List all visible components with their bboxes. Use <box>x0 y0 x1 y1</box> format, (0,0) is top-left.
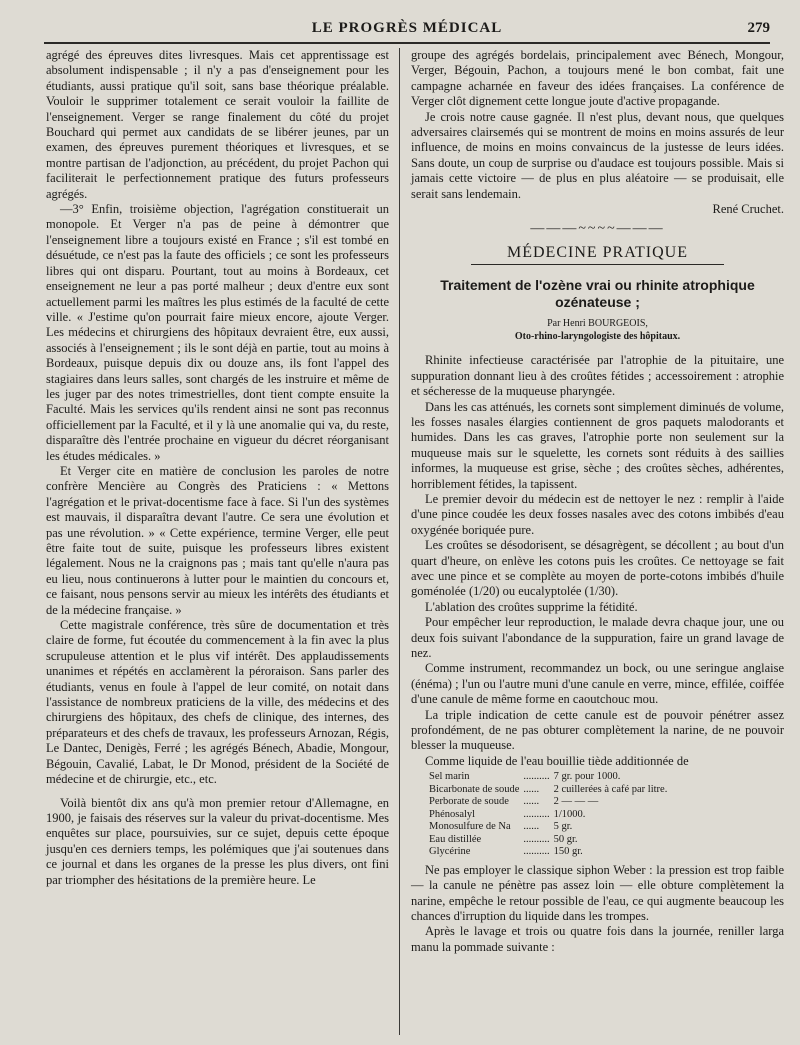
paragraph: Je crois notre cause gagnée. Il n'est plus, devant nous, que quelques adversaires clairsemés qui se montrent de moins en moins assurés de leur influence, de moins en moins convaincus de la justesse de leurs idées. Sans doute, un coup de surprise ou d'audace est toujours possible. Mais si jamais cette victoire — de plus en plus aléatoire — se produisait, elle serait sans lendemain. <box>411 109 784 201</box>
paragraph: Après le lavage et trois ou quatre fois dans la journée, reniller larga manu la pommade suivante : <box>411 924 784 954</box>
page-header <box>44 20 770 44</box>
formula-row <box>429 809 671 822</box>
paragraph: Les croûtes se désodorisent, se désagrègent, se décollent ; au bout d'un quart d'heure, on enlève les cotons puis les croûtes. Ce nettoyage se fait avec une pince et se complète au moyen de porte-cotons imbibés d'huile goménolée (1/20) ou eucalyptolée (1/30). <box>411 538 784 599</box>
paragraph: La triple indication de cette canule est de pouvoir pénétrer assez profondément, de ne pas obturer complètement la narine, de ne pouvoir blesser la muqueuse. <box>411 707 784 753</box>
ingredient-quantity: 2 cuillerées à café par litre. <box>553 783 668 795</box>
paragraph: agrégé des épreuves dites livresques. Mais cet apprentissage est absolument indispensable ; il n'y a pas d'enseignement pour les étudiants, aussi pratique qu'il soit, sans base théorique préalable. Vouloir le supprimer totalement ce serait vouloir la faillite de l'enseignement. Verger se range finalement du côté du projet Bouchard qui permet aux candidats de se libérer jeunes, par un examen, des épreuves purement théoriques et livresques, et se montre partisan de l'adjonction, au précédent, du projet Pachon qui faciliterait le perfectionnement pratique des futurs professeurs agrégés. <box>46 48 389 201</box>
paragraph: L'ablation des croûtes supprime la fétidité. <box>425 599 638 614</box>
signature: René Cruchet. <box>712 202 784 217</box>
ingredient-quantity: 150 gr. <box>553 846 583 858</box>
right-column <box>411 48 784 1035</box>
ornament-divider: ———~~~~——— <box>530 221 665 237</box>
paragraph: Rhinite infectieuse caractérisée par l'atrophie de la pituitaire, une suppuration donnant lieu à des croûtes fétides ; accessoirement : atrophie et sécheresse de la muqueuse pharyngée. <box>411 353 784 399</box>
leader-dots: ...... <box>523 821 540 833</box>
ingredient-name: Eau distillée <box>429 833 482 845</box>
ingredient-quantity: 2 — — — <box>553 796 599 808</box>
paragraph: Cette magistrale conférence, très sûre de documentation et très claire de forme, fut écoutée du commencement à la fin avec la plus scrupuleuse attention et le plus vif intérêt. Des applaudissements unanimes et répétés en acclamèrent la péroraison. Sans parler des étudiants, venus en foule à l'appel de leur comité, on notait dans l'assistance de nombreux praticiens de la ville, des médecins et des chirurgiens des hôpitaux, des chefs de clinique, des internes, des préparateurs et des chefs de travaux, les professeurs Arnozan, Régis, Le Dantec, Denigès, Ferré ; les agrégés Bénech, Abadie, Mongour, Bégouin, Cavalié, Labat, le Dr Monod, président de la Société de médecine et de chirurgie, etc., etc. <box>46 618 389 787</box>
formula-row <box>429 771 671 784</box>
paragraph: Le premier devoir du médecin est de nettoyer le nez : remplir à l'aide d'une pince coudée les deux fosses nasales avec des cotons imbibés d'eau oxygénée boriquée pure. <box>411 491 784 537</box>
formula-row <box>429 796 671 809</box>
left-column <box>46 48 389 1035</box>
formula-row <box>429 834 671 847</box>
ingredient-quantity: 7 gr. pour 1000. <box>553 771 621 783</box>
ingredient-name: Sel marin <box>429 771 470 783</box>
leader-dots: .......... <box>523 833 550 845</box>
leader-dots: ...... <box>523 783 540 795</box>
paragraph: Comme instrument, recommandez un bock, ou une seringue anglaise (énéma) ; l'un ou l'autre muni d'une canule en verre, mince, effilée, coiffée d'une canule de même forme en caoutchouc mou. <box>411 661 784 707</box>
ingredient-quantity: 1/1000. <box>553 808 586 820</box>
ingredient-name: Phénosalyl <box>429 808 476 820</box>
formula-row <box>429 784 671 797</box>
paragraph: groupe des agrégés bordelais, principalement avec Bénech, Mongour, Verger, Bégouin, Pachon, a toujours mené le bon combat, fait une campagne acharnée en faveur des idées françaises. La conférence de Verger clôt dignement cette longue joute d'active propagande. <box>411 48 784 109</box>
ingredient-name: Bicarbonate de soude <box>429 783 520 795</box>
leader-dots: ...... <box>523 796 540 808</box>
article-author: Par Henri BOURGEOIS, <box>547 318 648 330</box>
paragraph: Pour empêcher leur reproduction, le malade devra chaque jour, une ou deux fois suivant l'abondance de la suppuration, faire un grand lavage de nez. <box>411 615 784 660</box>
ingredient-quantity: 50 gr. <box>553 833 578 845</box>
ingredient-name: Monosulfure de Na <box>429 821 511 833</box>
column-divider <box>399 48 400 1035</box>
paragraph: Dans les cas atténués, les cornets sont simplement diminués de volume, les fosses nasales élargies contiennent de gros paquets malodorants et humides. Dans les cas graves, l'atrophie porte non seulement sur la muqueuse mais sur le squelette, les cornets sont réduits à des saillies informes, la muqueuse est grise, sèche ; des croûtes sèches, adhérentes, horriblement fétides, la tapissent. <box>411 399 784 491</box>
author-affiliation: Oto-rhino-laryngologiste des hôpitaux. <box>514 331 681 343</box>
paragraph: —3° Enfin, troisième objection, l'agrégation constituerait un monopole. Et Verger n'a pas de peine à démontrer que l'enseignement libre a toujours existé en France ; s'il est tombé en désuétude, ce n'est pas la faute des officiels ; ce sont les professeurs libres qui ont disparu. Pourtant, tout au moins à Bordeaux, cet enseignement ne leur a pas porté malheur ; deux d'entre eux sont actuellement parmi les maîtres les plus estimés de la faculté de cette ville. « J'estime qu'on pourrait faire mieux encore, ajoute Verger. Les médecins et chirurgiens des hôpitaux devraient être, eux aussi, associés à l'enseignement ; ils le sont déjà en partie, tout au moins à Bordeaux, puisque depuis dix ou douze ans, ils font l'appel des stagiaires dans leurs salles, sont chargés de les instruire et même de les juger par des notes trimestrielles, dont tient compte ensuite la Faculté. Mais les services qu'ils rendent ainsi ne sont pas reconnus officiellement par la Faculté, et il y là une anomalie qui va, du reste, disparaître dès l'entrée prochaine en vigueur du décret réorganisant les études médicales. » <box>46 202 389 463</box>
leader-dots: .......... <box>523 771 550 783</box>
formula-table <box>429 771 671 859</box>
ingredient-name: Glycérine <box>429 846 471 858</box>
ingredient-quantity: 5 gr. <box>553 821 573 833</box>
formula-row <box>429 846 671 859</box>
paragraph: Voilà bientôt dix ans qu'à mon premier retour d'Allemagne, en 1900, je faisais des réserves sur la valeur du privat-docentisme. Mes enquêtes sur place, poursuivies, sur ce sujet, depuis cette époque jusqu'en ces derniers temps, les polémiques que j'ai soutenues dans ce journal et dans les organes de la presse les plus divers, ont fini par triompher des hésitations de la première heure. Le <box>46 795 389 887</box>
formula-row <box>429 821 671 834</box>
leader-dots: .......... <box>523 808 550 820</box>
paragraph: Et Verger cite en matière de conclusion les paroles de notre confrère Mencière au Congrès des Praticiens : « Mettons l'agrégation et le privat-docentisme face à face. Si l'un des systèmes est mauvais, il disparaîtra devant l'autre. Ce sera une évolution et pas une révolution. » « Cette expérience, termine Verger, elle peut être faite tout de suite, puisque les professeurs libres existent légalement. Nous ne la craignons pas ; mais tant qu'elle n'aura pas eu lieu, nous continuerons à lutter pour le maintien du concours et, ce faisant, nous pensons servir au mieux les intérêts des étudiants et de la médecine française. » <box>46 463 389 617</box>
page-number: 279 <box>747 20 770 36</box>
journal-title: LE PROGRÈS MÉDICAL <box>311 20 503 36</box>
article-title: Traitement de l'ozène vrai ou rhinite atrophique ozénateuse ; <box>440 277 755 311</box>
ingredient-name: Perborate de soude <box>429 796 509 808</box>
paragraph: Ne pas employer le classique siphon Weber : la pression est trop faible — la canule ne pénètre pas assez loin — elle obture complètement la narine, empêche le retour possible de l'eau, ce qui augmente beaucoup les chances d'irruption du liquide dans les trompes. <box>411 862 784 923</box>
paragraph: Comme liquide de l'eau bouillie tiède additionnée de <box>425 753 689 768</box>
leader-dots: .......... <box>523 846 550 858</box>
section-heading: MÉDECINE PRATIQUE <box>471 245 724 265</box>
